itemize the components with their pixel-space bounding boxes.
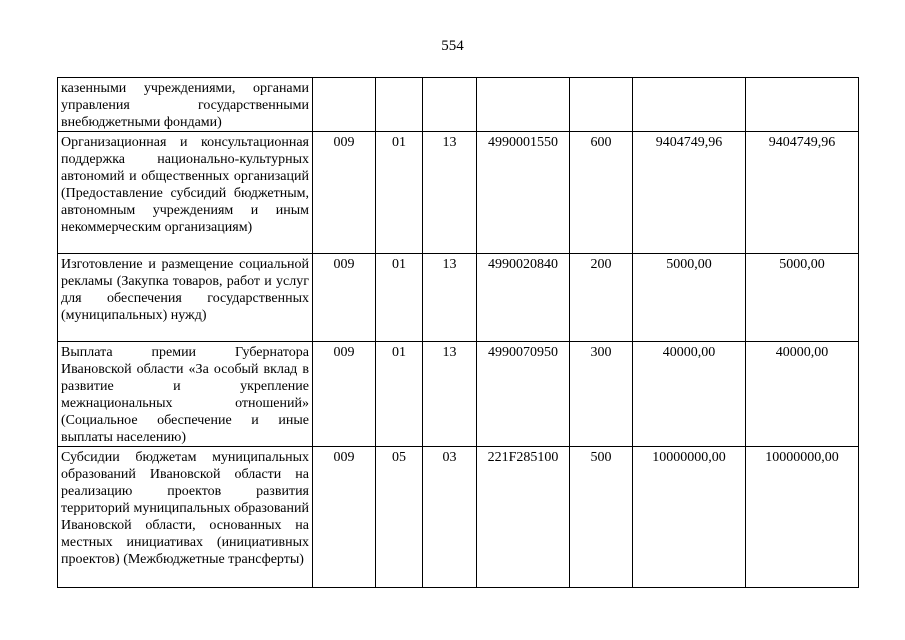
table-row <box>58 254 859 342</box>
ministry-code: 009 <box>313 447 376 588</box>
table-row <box>58 132 859 254</box>
row-description: Изготовление и размещение социальной рекламы (Закупка товаров, работ и услуг для обеспечения государственных (муниципальных) нужд) <box>58 254 313 342</box>
amount-2 <box>746 78 859 132</box>
amount-1 <box>633 78 746 132</box>
amount-1: 40000,00 <box>633 342 746 447</box>
amount-2: 10000000,00 <box>746 447 859 588</box>
expense-type-code: 500 <box>570 447 633 588</box>
subsection-code: 13 <box>423 254 477 342</box>
expense-type-code: 300 <box>570 342 633 447</box>
table-row <box>58 78 859 132</box>
subsection-code: 13 <box>423 132 477 254</box>
row-description: Организационная и консультационная поддержка национально-культурных автономий и общественных организаций (Предоставление субсидий бюджетным, автономным учреждениям и иным некоммерческим организациям) <box>58 132 313 254</box>
expense-type-code: 600 <box>570 132 633 254</box>
section-code: 01 <box>376 254 423 342</box>
budget-table <box>57 77 859 588</box>
target-article-code: 221F285100 <box>477 447 570 588</box>
row-description: казенными учреждениями, органами управления государственными внебюджетными фондами) <box>58 78 313 132</box>
subsection-code: 03 <box>423 447 477 588</box>
amount-1: 5000,00 <box>633 254 746 342</box>
amount-1: 10000000,00 <box>633 447 746 588</box>
target-article-code <box>477 78 570 132</box>
section-code: 01 <box>376 342 423 447</box>
target-article-code: 4990001550 <box>477 132 570 254</box>
page-number: 554 <box>441 38 464 54</box>
section-code: 01 <box>376 132 423 254</box>
ministry-code: 009 <box>313 342 376 447</box>
table-row <box>58 447 859 588</box>
amount-2: 5000,00 <box>746 254 859 342</box>
section-code <box>376 78 423 132</box>
table-row <box>58 342 859 447</box>
subsection-code <box>423 78 477 132</box>
section-code: 05 <box>376 447 423 588</box>
amount-1: 9404749,96 <box>633 132 746 254</box>
amount-2: 9404749,96 <box>746 132 859 254</box>
row-description: Выплата премии Губернатора Ивановской области «За особый вклад в развитие и укрепление межнациональных отношений» (Социальное обеспечение и иные выплаты населению) <box>58 342 313 447</box>
expense-type-code <box>570 78 633 132</box>
ministry-code: 009 <box>313 254 376 342</box>
row-description: Субсидии бюджетам муниципальных образований Ивановской области на реализацию проектов развития территорий муниципальных образований Ивановской области, основанных на местных инициативах (инициативных проектов) (Межбюджетные трансферты) <box>58 447 313 588</box>
expense-type-code: 200 <box>570 254 633 342</box>
ministry-code <box>313 78 376 132</box>
target-article-code: 4990070950 <box>477 342 570 447</box>
amount-2: 40000,00 <box>746 342 859 447</box>
ministry-code: 009 <box>313 132 376 254</box>
subsection-code: 13 <box>423 342 477 447</box>
target-article-code: 4990020840 <box>477 254 570 342</box>
